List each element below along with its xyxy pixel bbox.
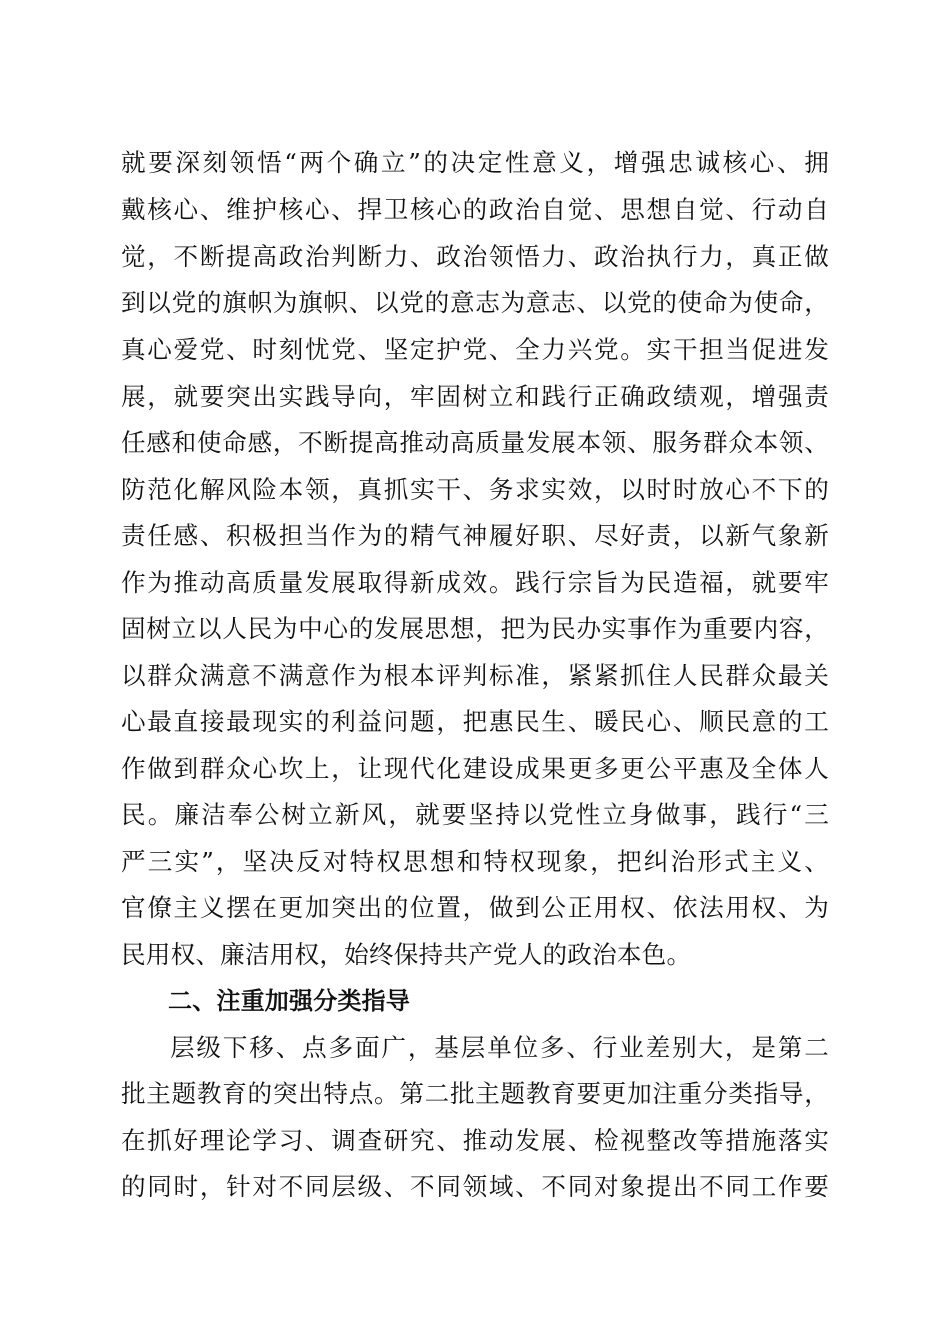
paragraph-1-line-5: 真心爱党、时刻忧党、坚定护党、全力兴党。实干担当促进发 <box>121 335 829 364</box>
paragraph-1-line-9: 责任感、积极担当作为的精气神履好职、尽好责，以新气象新 <box>121 521 829 550</box>
paragraph-1-line-2: 戴核心、维护核心、捍卫核心的政治自觉、思想自觉、行动自 <box>121 195 829 224</box>
paragraph-1-line-15: 民。廉洁奉公树立新风，就要坚持以党性立身做事，践行“三 <box>121 800 829 829</box>
paragraph-2-line-1: 层级下移、点多面广，基层单位多、行业差别大，是第二 <box>170 1033 829 1062</box>
paragraph-2-line-3: 在抓好理论学习、调查研究、推动发展、检视整改等措施落实 <box>121 1126 829 1155</box>
paragraph-2-line-4: 的同时，针对不同层级、不同领域、不同对象提出不同工作要 <box>121 1172 829 1201</box>
paragraph-1-line-17: 官僚主义摆在更加突出的位置，做到公正用权、依法用权、为 <box>121 893 829 922</box>
paragraph-1-line-4: 到以党的旗帜为旗帜、以党的意志为意志、以党的使命为使命， <box>121 288 829 317</box>
paragraph-1-line-3: 觉，不断提高政治判断力、政治领悟力、政治执行力，真正做 <box>121 242 829 271</box>
paragraph-1-line-11: 固树立以人民为中心的发展思想，把为民办实事作为重要内容， <box>121 614 829 643</box>
paragraph-1-line-8: 防范化解风险本领，真抓实干、务求实效，以时时放心不下的 <box>121 475 829 504</box>
paragraph-1-line-1: 就要深刻领悟“两个确立”的决定性意义，增强忠诚核心、拥 <box>121 148 829 177</box>
paragraph-1-line-12: 以群众满意不满意作为根本评判标准，紧紧抓住人民群众最关 <box>121 661 829 690</box>
paragraph-2-line-2: 批主题教育的突出特点。第二批主题教育要更加注重分类指导， <box>121 1079 829 1108</box>
paragraph-1-line-7: 任感和使命感，不断提高推动高质量发展本领、服务群众本领、 <box>121 428 829 457</box>
paragraph-1-line-18: 民用权、廉洁用权，始终保持共产党人的政治本色。 <box>121 940 692 969</box>
paragraph-1-line-6: 展，就要突出实践导向，牢固树立和践行正确政绩观，增强责 <box>121 382 829 411</box>
paragraph-1-line-14: 作做到群众心坎上，让现代化建设成果更多更公平惠及全体人 <box>121 754 829 783</box>
paragraph-1-line-13: 心最直接最现实的利益问题，把惠民生、暖民心、顺民意的工 <box>121 707 829 736</box>
paragraph-1-line-10: 作为推动高质量发展取得新成效。践行宗旨为民造福，就要牢 <box>121 568 829 597</box>
paragraph-1-line-16: 严三实”，坚决反对特权思想和特权现象，把纠治形式主义、 <box>121 847 829 876</box>
section-heading: 二、注重加强分类指导 <box>168 987 410 1015</box>
